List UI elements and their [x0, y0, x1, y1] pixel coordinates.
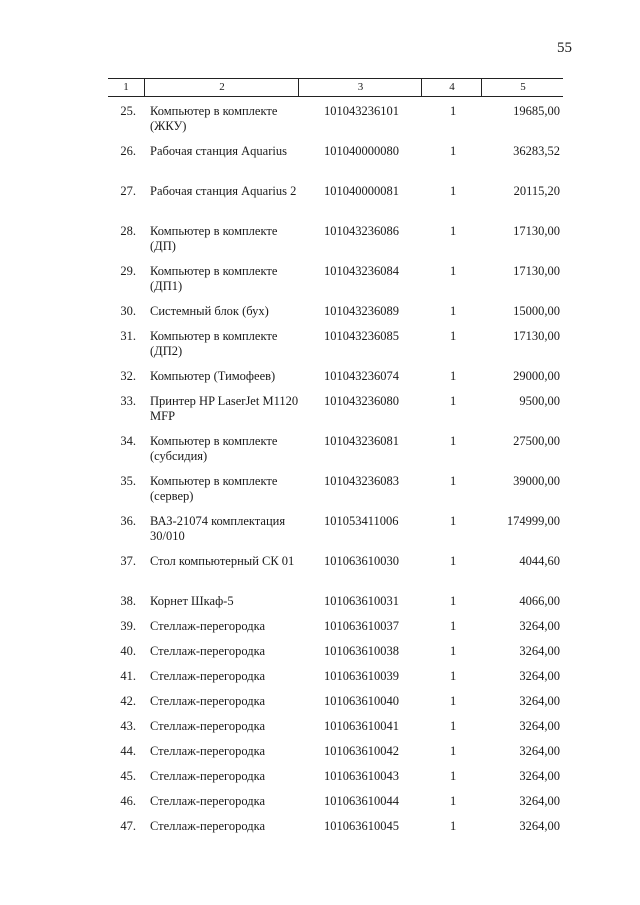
amount: 3264,00 — [519, 794, 560, 808]
inventory-code: 101063610039 — [324, 669, 399, 683]
amount: 20115,20 — [513, 184, 560, 198]
quantity: 1 — [450, 394, 457, 408]
amount: 19685,00 — [513, 104, 560, 118]
quantity: 1 — [450, 329, 457, 343]
header-col-1: 1 — [123, 81, 129, 93]
inventory-code: 101063610037 — [324, 619, 399, 633]
quantity: 1 — [450, 224, 457, 238]
row-number: 45. — [120, 769, 136, 783]
inventory-code: 101043236089 — [324, 304, 399, 318]
amount: 36283,52 — [513, 144, 560, 158]
table-row — [0, 184, 640, 224]
row-number: 42. — [120, 694, 136, 708]
inventory-code: 101043236084 — [324, 264, 399, 278]
row-number: 41. — [120, 669, 136, 683]
quantity: 1 — [450, 619, 457, 633]
quantity: 1 — [450, 554, 457, 568]
table-row — [0, 744, 640, 769]
row-number: 36. — [120, 514, 136, 528]
inventory-code: 101063610042 — [324, 744, 399, 758]
table-row — [0, 769, 640, 794]
inventory-code: 101043236085 — [324, 329, 399, 343]
quantity: 1 — [450, 719, 457, 733]
table-row — [0, 264, 640, 304]
amount: 174999,00 — [506, 514, 560, 528]
item-name: Компьютер в комплекте (ЖКУ) — [150, 104, 278, 133]
row-number: 35. — [120, 474, 136, 488]
amount: 17130,00 — [513, 224, 560, 238]
inventory-code: 101063610044 — [324, 794, 399, 808]
row-number: 26. — [120, 144, 136, 158]
row-number: 47. — [120, 819, 136, 833]
table-row — [0, 329, 640, 369]
quantity: 1 — [450, 144, 457, 158]
item-name: Стеллаж-перегородка — [150, 644, 266, 658]
quantity: 1 — [450, 104, 457, 118]
inventory-code: 101043236081 — [324, 434, 399, 448]
item-name: Компьютер в комплекте (ДП1) — [150, 264, 278, 293]
table-row — [0, 144, 640, 184]
table-row — [0, 224, 640, 264]
amount: 39000,00 — [513, 474, 560, 488]
inventory-code: 101043236083 — [324, 474, 399, 488]
item-name: Стеллаж-перегородка — [150, 669, 266, 683]
row-number: 40. — [120, 644, 136, 658]
quantity: 1 — [450, 514, 457, 528]
header-col-4: 4 — [421, 79, 482, 96]
table-row — [0, 794, 640, 819]
page-number: 55 — [557, 40, 572, 56]
item-name: Рабочая станция Aquarius 2 — [150, 184, 297, 198]
inventory-code: 101043236080 — [324, 394, 399, 408]
quantity: 1 — [450, 669, 457, 683]
quantity: 1 — [450, 644, 457, 658]
amount: 17130,00 — [513, 264, 560, 278]
amount: 4066,00 — [519, 594, 560, 608]
quantity: 1 — [450, 184, 457, 198]
table-row — [0, 719, 640, 744]
item-name: Стол компьютерный СК 01 — [150, 554, 295, 568]
row-number: 46. — [120, 794, 136, 808]
row-number: 25. — [120, 104, 136, 118]
table-row — [0, 394, 640, 434]
item-name: Компьютер (Тимофеев) — [150, 369, 276, 383]
amount: 3264,00 — [519, 619, 560, 633]
row-number: 33. — [120, 394, 136, 408]
table-row — [0, 819, 640, 844]
item-name: Стеллаж-перегородка — [150, 819, 266, 833]
item-name: Стеллаж-перегородка — [150, 769, 266, 783]
row-number: 34. — [120, 434, 136, 448]
amount: 27500,00 — [513, 434, 560, 448]
quantity: 1 — [450, 769, 457, 783]
item-name: Системный блок (бух) — [150, 304, 269, 318]
item-name: Стеллаж-перегородка — [150, 694, 266, 708]
header-col-2: 2 — [144, 79, 299, 96]
table-body — [0, 104, 640, 844]
header-col-3: 3 — [298, 79, 422, 96]
table-row — [0, 514, 640, 554]
quantity: 1 — [450, 264, 457, 278]
amount: 3264,00 — [519, 819, 560, 833]
inventory-code: 101063610038 — [324, 644, 399, 658]
amount: 3264,00 — [519, 769, 560, 783]
item-name: Стеллаж-перегородка — [150, 619, 266, 633]
item-name: Корнет Шкаф-5 — [150, 594, 234, 608]
row-number: 28. — [120, 224, 136, 238]
inventory-code: 101043236074 — [324, 369, 399, 383]
quantity: 1 — [450, 369, 457, 383]
table-header — [108, 78, 563, 97]
amount: 3264,00 — [519, 669, 560, 683]
inventory-code: 101040000081 — [324, 184, 399, 198]
item-name: Принтер HP LaserJet M1120 MFP — [150, 394, 299, 423]
table-row — [0, 369, 640, 394]
amount: 15000,00 — [513, 304, 560, 318]
row-number: 30. — [120, 304, 136, 318]
amount: 9500,00 — [519, 394, 560, 408]
quantity: 1 — [450, 794, 457, 808]
inventory-code: 101043236101 — [324, 104, 399, 118]
inventory-code: 101063610031 — [324, 594, 399, 608]
quantity: 1 — [450, 594, 457, 608]
row-number: 27. — [120, 184, 136, 198]
header-col-5: 5 — [481, 79, 564, 96]
table-row — [0, 694, 640, 719]
amount: 29000,00 — [513, 369, 560, 383]
inventory-code: 101063610041 — [324, 719, 399, 733]
row-number: 39. — [120, 619, 136, 633]
item-name: Рабочая станция Aquarius — [150, 144, 287, 158]
row-number: 37. — [120, 554, 136, 568]
row-number: 44. — [120, 744, 136, 758]
item-name: Стеллаж-перегородка — [150, 719, 266, 733]
table-row — [0, 669, 640, 694]
inventory-code: 101053411006 — [324, 514, 399, 528]
row-number: 32. — [120, 369, 136, 383]
quantity: 1 — [450, 434, 457, 448]
inventory-code: 101043236086 — [324, 224, 399, 238]
table-row — [0, 474, 640, 514]
row-number: 29. — [120, 264, 136, 278]
quantity: 1 — [450, 819, 457, 833]
item-name: Компьютер в комплекте (сервер) — [150, 474, 278, 503]
item-name: Стеллаж-перегородка — [150, 744, 266, 758]
amount: 3264,00 — [519, 744, 560, 758]
inventory-code: 101063610043 — [324, 769, 399, 783]
table-row — [0, 644, 640, 669]
table-row — [0, 554, 640, 594]
inventory-code: 101063610040 — [324, 694, 399, 708]
table-row — [0, 434, 640, 474]
amount: 17130,00 — [513, 329, 560, 343]
amount: 3264,00 — [519, 719, 560, 733]
row-number: 43. — [120, 719, 136, 733]
row-number: 31. — [120, 329, 136, 343]
table-row — [0, 304, 640, 329]
inventory-code: 101063610045 — [324, 819, 399, 833]
amount: 4044,60 — [519, 554, 560, 568]
inventory-code: 101040000080 — [324, 144, 399, 158]
item-name: ВАЗ-21074 комплектация 30/010 — [150, 514, 286, 543]
inventory-code: 101063610030 — [324, 554, 399, 568]
amount: 3264,00 — [519, 694, 560, 708]
table-row — [0, 104, 640, 144]
row-number: 38. — [120, 594, 136, 608]
item-name: Компьютер в комплекте (ДП) — [150, 224, 278, 253]
quantity: 1 — [450, 694, 457, 708]
table-row — [0, 619, 640, 644]
item-name: Компьютер в комплекте (ДП2) — [150, 329, 278, 358]
quantity: 1 — [450, 474, 457, 488]
quantity: 1 — [450, 304, 457, 318]
table-row — [0, 594, 640, 619]
amount: 3264,00 — [519, 644, 560, 658]
item-name: Компьютер в комплекте (субсидия) — [150, 434, 278, 463]
quantity: 1 — [450, 744, 457, 758]
item-name: Стеллаж-перегородка — [150, 794, 266, 808]
